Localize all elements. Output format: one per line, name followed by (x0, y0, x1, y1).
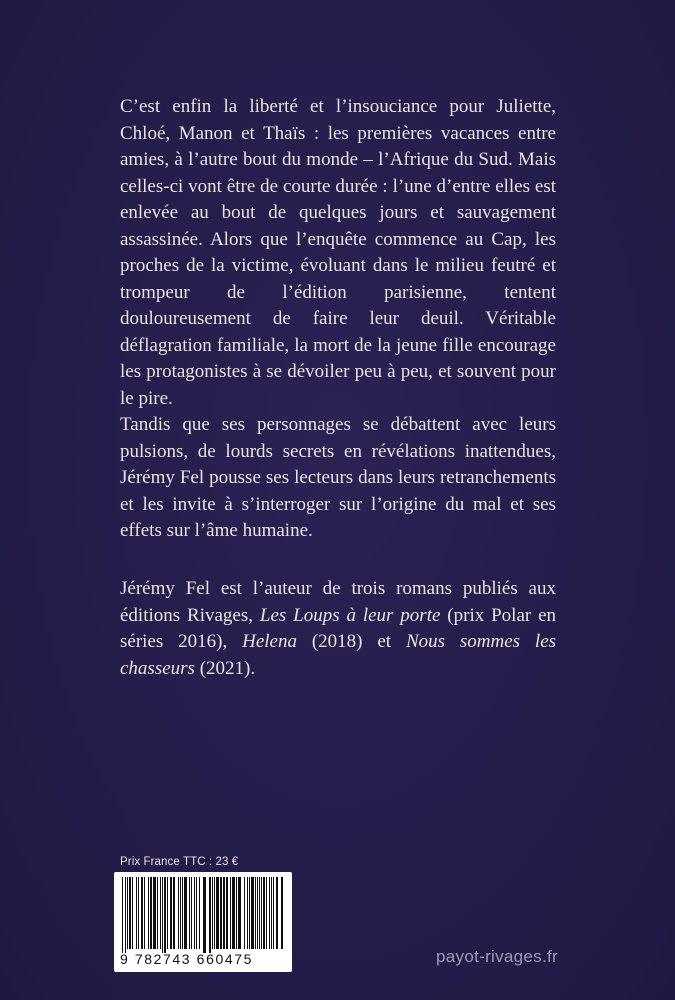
barcode-bar (127, 877, 128, 949)
blurb-paragraph-2: Tandis que ses personnages se débattent avec leurs pulsions, de lourds secrets en révélations inattendues, Jérémy Fel pousse ses lecteurs dans leurs retranchements et les invite à s’interroger sur l’origine du mal et ses effets sur l’âme humaine. (120, 414, 556, 541)
barcode-bar (162, 877, 163, 953)
price-label: Prix France TTC : 23 € (120, 856, 239, 868)
barcode-bar (191, 877, 192, 949)
author-intro: Jérémy Fel est l’auteur de trois romans publiés aux éditions Rivages, (120, 578, 556, 626)
barcode-bar (281, 877, 283, 949)
barcode-bar (214, 877, 215, 949)
barcode-bar (247, 877, 248, 949)
barcode-bar (164, 877, 166, 953)
barcode-bar (136, 877, 137, 949)
barcode-bar (141, 877, 143, 949)
barcode-bar (236, 877, 237, 949)
barcode-bar (226, 877, 228, 949)
barcode-bar (230, 877, 231, 949)
barcode-bar (138, 877, 139, 949)
author-bio-text (120, 576, 556, 682)
barcode-bar (153, 877, 156, 949)
publisher-website: payot-rivages.fr (436, 947, 558, 966)
book-title-2: Helena (242, 631, 297, 652)
book-note-3: (2021). (199, 657, 256, 679)
barcode-bar (269, 877, 270, 949)
barcode-bar (249, 877, 250, 949)
barcode-bar (273, 877, 274, 949)
barcode-bar (259, 877, 260, 949)
barcode-bar (223, 877, 225, 949)
barcode-bar (144, 877, 145, 949)
barcode-bar (220, 877, 222, 949)
book-note-1: (prix Polar en séries 2016), (120, 604, 557, 652)
barcode-bar (196, 877, 197, 949)
blurb-paragraph-1: C’est enfin la liberté et l’insouciance pour Juliette, Chloé, Manon et Thaïs : les premières vacances entre amies, à l’autre bout du monde – l’Afrique du Sud. Mais celles-ci vont être de courte durée : l’une d’entre elles est enlevée au bout de quelques jours et sauvagement assassinée. Alors que l’enquête commence au Cap, les proches de la victime, évoluant dans le milieu feutré et trompeur de l’édition parisienne, tentent douloureusement de faire leur deuil. Véritable déflagration familiale, la mort de la jeune fille encourage les protagonistes à se dévoiler peu à peu, et souvent pour le pire. (120, 96, 556, 409)
barcode-bar (150, 877, 152, 949)
barcode-bar (232, 877, 235, 949)
barcode-bar (170, 877, 172, 949)
barcode-bar (122, 877, 123, 953)
barcode-bar (251, 877, 254, 949)
author-bio (120, 576, 556, 682)
barcode-bar (132, 877, 133, 949)
barcode-bar (160, 877, 161, 949)
barcode-bar (129, 877, 131, 949)
barcode-bar (199, 877, 200, 949)
isbn-number: 9 782743 660475 (120, 951, 253, 967)
barcode-bar (216, 877, 219, 949)
barcode-bar (194, 877, 195, 949)
barcode-bar (244, 877, 245, 949)
barcode-bar (180, 877, 181, 949)
barcode-bar (148, 877, 149, 949)
barcode-bar (263, 877, 265, 949)
barcode-bar (184, 877, 187, 949)
book-blurb (120, 94, 556, 545)
barcode-bar (203, 877, 206, 953)
barcode-bar (167, 877, 168, 949)
barcode-bar (182, 877, 183, 949)
book-note-2: (2018) et (311, 631, 392, 652)
barcode-bar (266, 877, 267, 949)
barcode-bar (178, 877, 179, 949)
barcode-bar (238, 877, 241, 949)
book-title-1: Les Loups à leur porte (259, 604, 441, 626)
barcode-bar (271, 877, 272, 949)
barcode-bar (125, 877, 126, 953)
barcode-bar (255, 877, 256, 949)
barcode-bar (173, 877, 175, 949)
isbn-barcode (114, 872, 292, 972)
barcode-bar (212, 877, 213, 949)
barcode-bar (257, 877, 258, 949)
barcode-bar (157, 877, 158, 949)
barcode-bar (261, 877, 262, 949)
barcode-bar (189, 877, 190, 949)
barcode-bar (276, 877, 278, 949)
book-title-3: Nous sommes les chasseurs (120, 631, 557, 679)
barcode-bar (209, 877, 211, 953)
